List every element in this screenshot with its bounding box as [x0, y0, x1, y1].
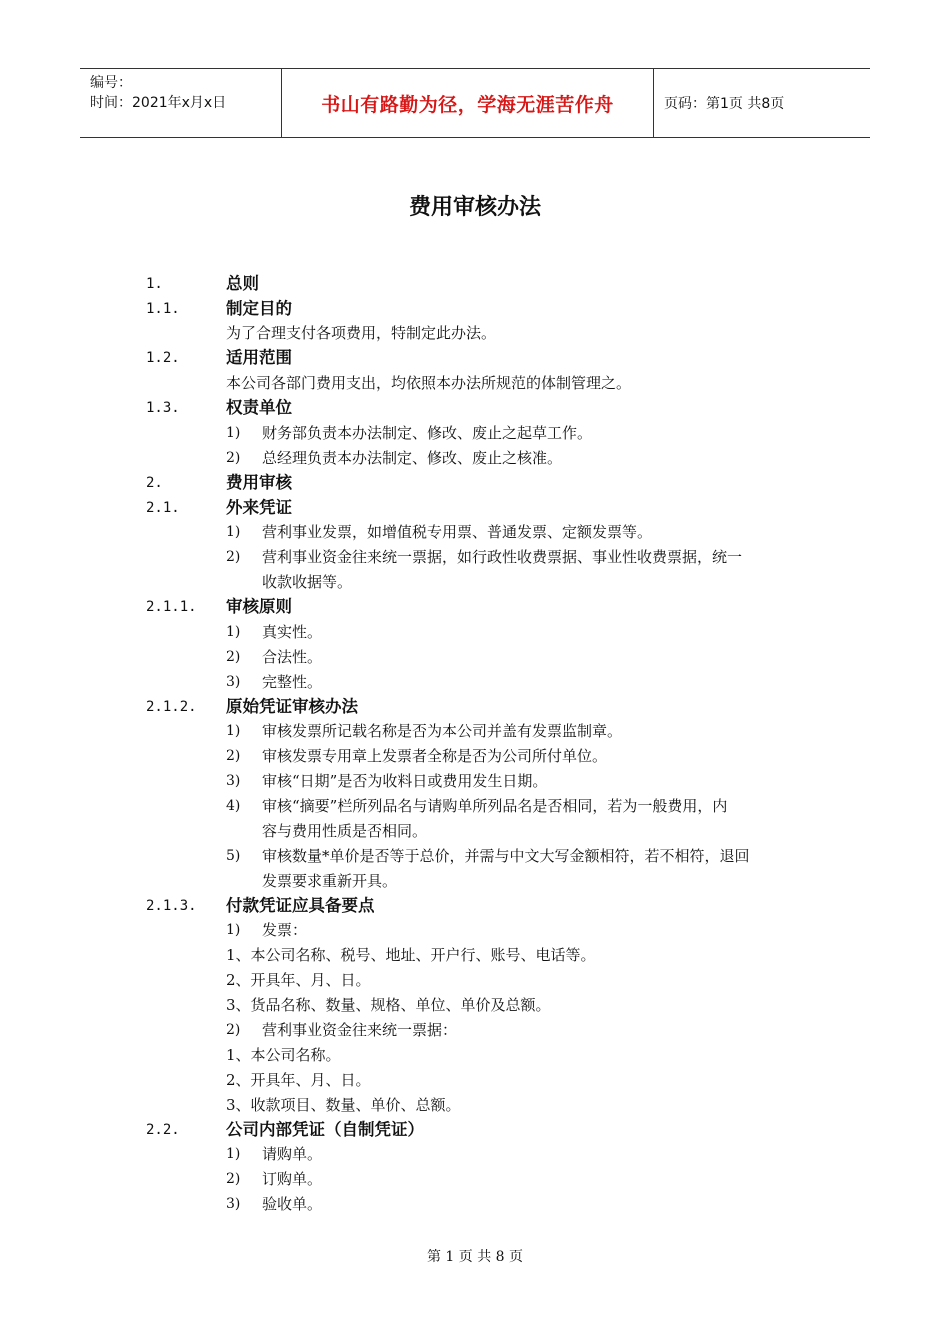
sub-item-text: 2、开具年、月、日。 — [226, 1071, 371, 1089]
section-title: 权责单位 — [226, 398, 292, 417]
motto: 书山有路勤为径，学海无涯苦作舟 — [282, 69, 654, 137]
section-heading — [0, 299, 950, 319]
list-number: 1) — [226, 922, 241, 938]
list-number: 1) — [226, 723, 241, 739]
document-title: 费用审核办法 — [408, 195, 541, 220]
sub-item-text: 3、货品名称、数量、规格、单位、单价及总额。 — [226, 996, 551, 1014]
list-number: 5) — [226, 848, 241, 864]
list-text: 审核“日期”是否为收料日或费用发生日期。 — [262, 772, 548, 790]
section-heading — [0, 697, 950, 717]
header-meta — [80, 69, 282, 137]
list-text: 完整性。 — [262, 673, 323, 691]
section-number: 2.1.3. — [146, 898, 197, 914]
sub-item-text: 1、本公司名称。 — [226, 1046, 341, 1064]
section-heading — [0, 896, 950, 916]
section-heading — [0, 498, 950, 518]
list-number: 2) — [226, 649, 241, 665]
sub-item-text: 3、收款项目、数量、单价、总额。 — [226, 1096, 461, 1114]
page-footer: 第 1 页 共 8 页 — [426, 1249, 524, 1265]
sub-item-text: 1、本公司名称、税号、地址、开户行、账号、电话等。 — [226, 946, 596, 964]
list-text: 验收单。 — [262, 1195, 323, 1213]
section-title: 适用范围 — [226, 348, 292, 367]
list-number: 1) — [226, 425, 241, 441]
list-number: 2) — [226, 1171, 241, 1187]
section-number: 2.1.2. — [146, 699, 197, 715]
list-text: 财务部负责本办法制定、修改、废止之起草工作。 — [262, 424, 593, 442]
list-text: 营利事业发票，如增值税专用票、普通发票、定额发票等。 — [262, 523, 653, 541]
list-number: 2) — [226, 549, 241, 565]
list-text: 审核数量*单价是否等于总价，并需与中文大写金额相符，若不相符，退回 — [262, 847, 750, 865]
section-number: 1.2. — [146, 350, 180, 366]
section-number: 1.1. — [146, 301, 180, 317]
section-number: 2.1.1. — [146, 599, 197, 615]
list-text: 请购单。 — [262, 1145, 323, 1163]
section-title: 外来凭证 — [226, 498, 292, 517]
section-heading — [0, 348, 950, 368]
section-title: 总则 — [226, 274, 259, 293]
section-number: 2.2. — [146, 1122, 180, 1138]
list-number: 4) — [226, 798, 241, 814]
section-heading — [0, 473, 950, 493]
list-text: 审核“摘要”栏所列品名与请购单所列品名是否相同，若为一般费用，内 — [262, 797, 728, 815]
section-heading — [0, 597, 950, 617]
list-text: 收款收据等。 — [262, 573, 353, 591]
section-number: 2. — [146, 475, 163, 491]
list-text: 审核发票专用章上发票者全称是否为公司所付单位。 — [262, 747, 608, 765]
list-number: 1) — [226, 624, 241, 640]
list-text: 订购单。 — [262, 1170, 323, 1188]
section-number: 1. — [146, 276, 163, 292]
list-text: 发票： — [262, 921, 308, 939]
section-title: 原始凭证审核办法 — [226, 697, 358, 716]
list-number: 3) — [226, 1196, 241, 1212]
list-text: 容与费用性质是否相同。 — [262, 822, 428, 840]
list-text: 审核发票所记载名称是否为本公司并盖有发票监制章。 — [262, 722, 623, 740]
list-number: 1) — [226, 524, 241, 540]
section-heading — [0, 274, 950, 294]
section-heading — [0, 398, 950, 418]
sub-item-text: 2、开具年、月、日。 — [226, 971, 371, 989]
paragraph-text: 本公司各部门费用支出，均依照本办法所规范的体制管理之。 — [226, 374, 632, 392]
page-info: 页码：第1页 共8页 — [664, 96, 785, 112]
time-label: 时间：2021年x月x日 — [90, 95, 227, 111]
list-number: 2) — [226, 450, 241, 466]
section-title: 公司内部凭证（自制凭证） — [226, 1120, 424, 1139]
paragraph-text: 为了合理支付各项费用，特制定此办法。 — [226, 324, 497, 342]
list-number: 2) — [226, 748, 241, 764]
list-text: 合法性。 — [262, 648, 323, 666]
section-title: 制定目的 — [226, 299, 292, 318]
list-text: 真实性。 — [262, 623, 323, 641]
list-text: 总经理负责本办法制定、修改、废止之核准。 — [262, 449, 563, 467]
section-title: 费用审核 — [226, 473, 292, 492]
list-text: 营利事业资金往来统一票据，如行政性收费票据、事业性收费票据，统一 — [262, 548, 743, 566]
list-number: 3) — [226, 773, 241, 789]
section-title: 付款凭证应具备要点 — [226, 896, 375, 915]
list-number: 1) — [226, 1146, 241, 1162]
section-title: 审核原则 — [226, 597, 292, 616]
list-text: 营利事业资金往来统一票据： — [262, 1021, 458, 1039]
list-text: 发票要求重新开具。 — [262, 872, 398, 890]
section-number: 1.3. — [146, 400, 180, 416]
section-number: 2.1. — [146, 500, 180, 516]
list-number: 2) — [226, 1022, 241, 1038]
header-table — [80, 68, 870, 138]
number-label: 编号： — [90, 75, 132, 91]
list-number: 3) — [226, 674, 241, 690]
section-heading — [0, 1120, 950, 1140]
